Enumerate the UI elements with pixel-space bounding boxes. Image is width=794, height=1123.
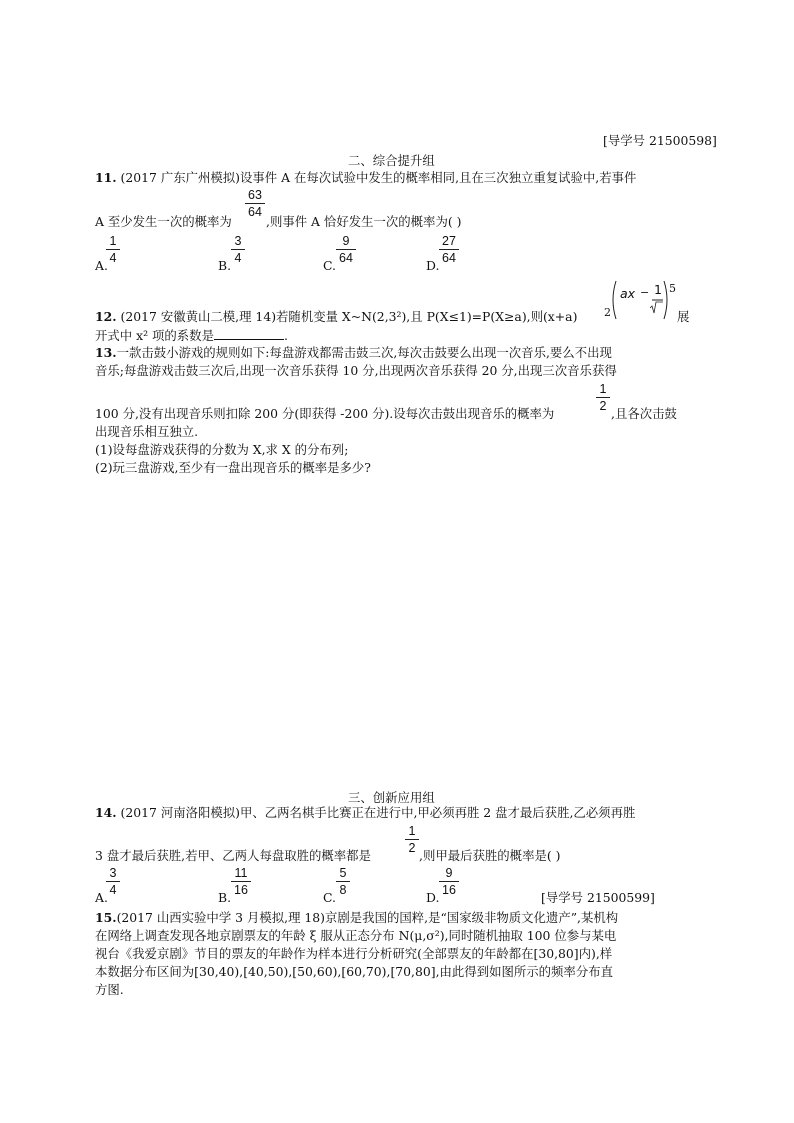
q14-ref: [导学号 21500599]: [541, 890, 655, 905]
q12-line1b: 展: [677, 309, 690, 324]
q12-line2: 开式中 x² 项的系数是 .: [95, 328, 288, 343]
q11-text-1: (2017 广东广州模拟)设事件 A 在每次试验中发生的概率相同,且在三次独立重复试验中,若事件: [120, 170, 637, 185]
q14-text-1: (2017 河南洛阳模拟)甲、乙两名棋手比赛正在进行中,甲必须再胜 2 盘才最后获胜,乙必须再胜: [120, 805, 636, 820]
q11-option-b-label[interactable]: B.: [218, 258, 232, 273]
q13-sub1: (1)设每盘游戏获得的分数为 X,求 X 的分布列;: [95, 442, 349, 457]
q15-line4: 本数据分布区间为[30,40),[40,50),[50,60),[60,70),[70,80],由此得到如图所示的频率分布直: [95, 964, 613, 979]
q14-line1: [95, 805, 635, 821]
q12-paren-svg: [609, 275, 673, 325]
q13-sub2: (2)玩三盘游戏,至少有一盘出现音乐的概率是多少?: [95, 460, 371, 475]
q14-option-b[interactable]: 11 16: [231, 866, 251, 897]
q13-line3b: ,且各次击鼓: [611, 406, 677, 421]
q12-number: 12.: [95, 309, 117, 324]
q11-option-b[interactable]: 3 4: [231, 234, 245, 265]
q12-exp-5: 5: [669, 282, 676, 295]
q14-option-c[interactable]: 5 8: [336, 866, 350, 897]
q14-option-d-label[interactable]: D.: [426, 890, 440, 905]
q14-line2b: ,则甲最后获胜的概率是( ): [419, 848, 561, 863]
q11-option-d-label[interactable]: D.: [426, 258, 440, 273]
q11-option-a-label[interactable]: A.: [95, 258, 108, 273]
q11-line2a: A 至少发生一次的概率为: [95, 214, 232, 229]
q12-text-1: (2017 安徽黄山二模,理 14)若随机变量 X~N(2,3²),且 P(X≤1)=P(X≥a),则(x+a): [120, 309, 578, 324]
q13-line1: [95, 345, 612, 361]
q15-number: 15.: [95, 910, 117, 925]
q11-line2b: ,则事件 A 恰好发生一次的概率为( ): [266, 214, 462, 229]
q11-line1: [95, 170, 636, 186]
q11-frac-num: 63: [248, 188, 262, 202]
q12-exp-2: 2: [604, 306, 611, 319]
q14-fraction: 1 2: [405, 824, 419, 855]
q14-number: 14.: [95, 805, 117, 820]
section-3-title: 三、创新应用组: [348, 790, 435, 805]
q15-text-1: (2017 山西实验中学 3 月模拟,理 18)京剧是我国的国粹,是“国家级非物质文化遗产”,某机构: [116, 910, 619, 925]
q12-expr-minus: −: [640, 286, 650, 299]
q11-option-c[interactable]: 9 64: [336, 234, 356, 265]
q11-option-c-label[interactable]: C.: [323, 258, 336, 273]
q12-answer-blank[interactable]: [214, 327, 284, 340]
q12-expr-ax: ax: [620, 286, 636, 301]
q12-binomial-expression: [609, 275, 673, 325]
q13-line3a: 100 分,没有出现音乐则扣除 200 分(即获得 -200 分).设每次击鼓出现音乐的概率为: [95, 406, 555, 421]
header-ref: [导学号 21500598]: [603, 133, 717, 148]
q14-option-d[interactable]: 9 16: [439, 866, 459, 897]
q14-option-c-label[interactable]: C.: [323, 890, 336, 905]
q12-text-2: 开式中 x² 项的系数是: [95, 328, 214, 343]
q13-fraction: 1 2: [596, 382, 610, 413]
q15-line5: 方图.: [95, 982, 124, 997]
q13-text-1: 一款击鼓小游戏的规则如下:每盘游戏都需击鼓三次,每次击鼓要么出现一次音乐,要么不出现: [116, 345, 612, 360]
q11-frac-den: 64: [248, 205, 262, 219]
q13-line4: 出现音乐相互独立.: [95, 424, 199, 439]
q15-line2: 在网络上调查发现各地京剧票友的年龄 ξ 服从正态分布 N(μ,σ²),同时随机抽取 100 位参与某电: [95, 928, 617, 943]
q15-line3: 视台《我爱京剧》节目的票友的年龄作为样本进行分析研究(全部票友的年龄都在[30,80]内),样: [95, 946, 613, 961]
q11-option-a[interactable]: 1 4: [106, 234, 120, 265]
q11-option-d[interactable]: 27 64: [439, 234, 459, 265]
section-2-title: 二、综合提升组: [348, 153, 435, 168]
q11-number: 11.: [95, 170, 117, 185]
q14-line2a: 3 盘才最后获胜,若甲、乙两人每盘取胜的概率都是: [95, 848, 371, 863]
q14-option-a-label[interactable]: A.: [95, 890, 108, 905]
q14-option-a[interactable]: 3 4: [106, 866, 120, 897]
q14-option-b-label[interactable]: B.: [218, 890, 232, 905]
q13-line2: 音乐;每盘游戏击鼓三次后,出现一次音乐获得 10 分,出现两次音乐获得 20 分,出现三次音乐获得: [95, 363, 617, 378]
q12-expr-num: 1: [654, 282, 662, 297]
q13-number: 13.: [95, 345, 117, 360]
q11-fraction: [245, 188, 265, 219]
q12-line1: [95, 309, 577, 325]
q15-line1: [95, 910, 618, 926]
